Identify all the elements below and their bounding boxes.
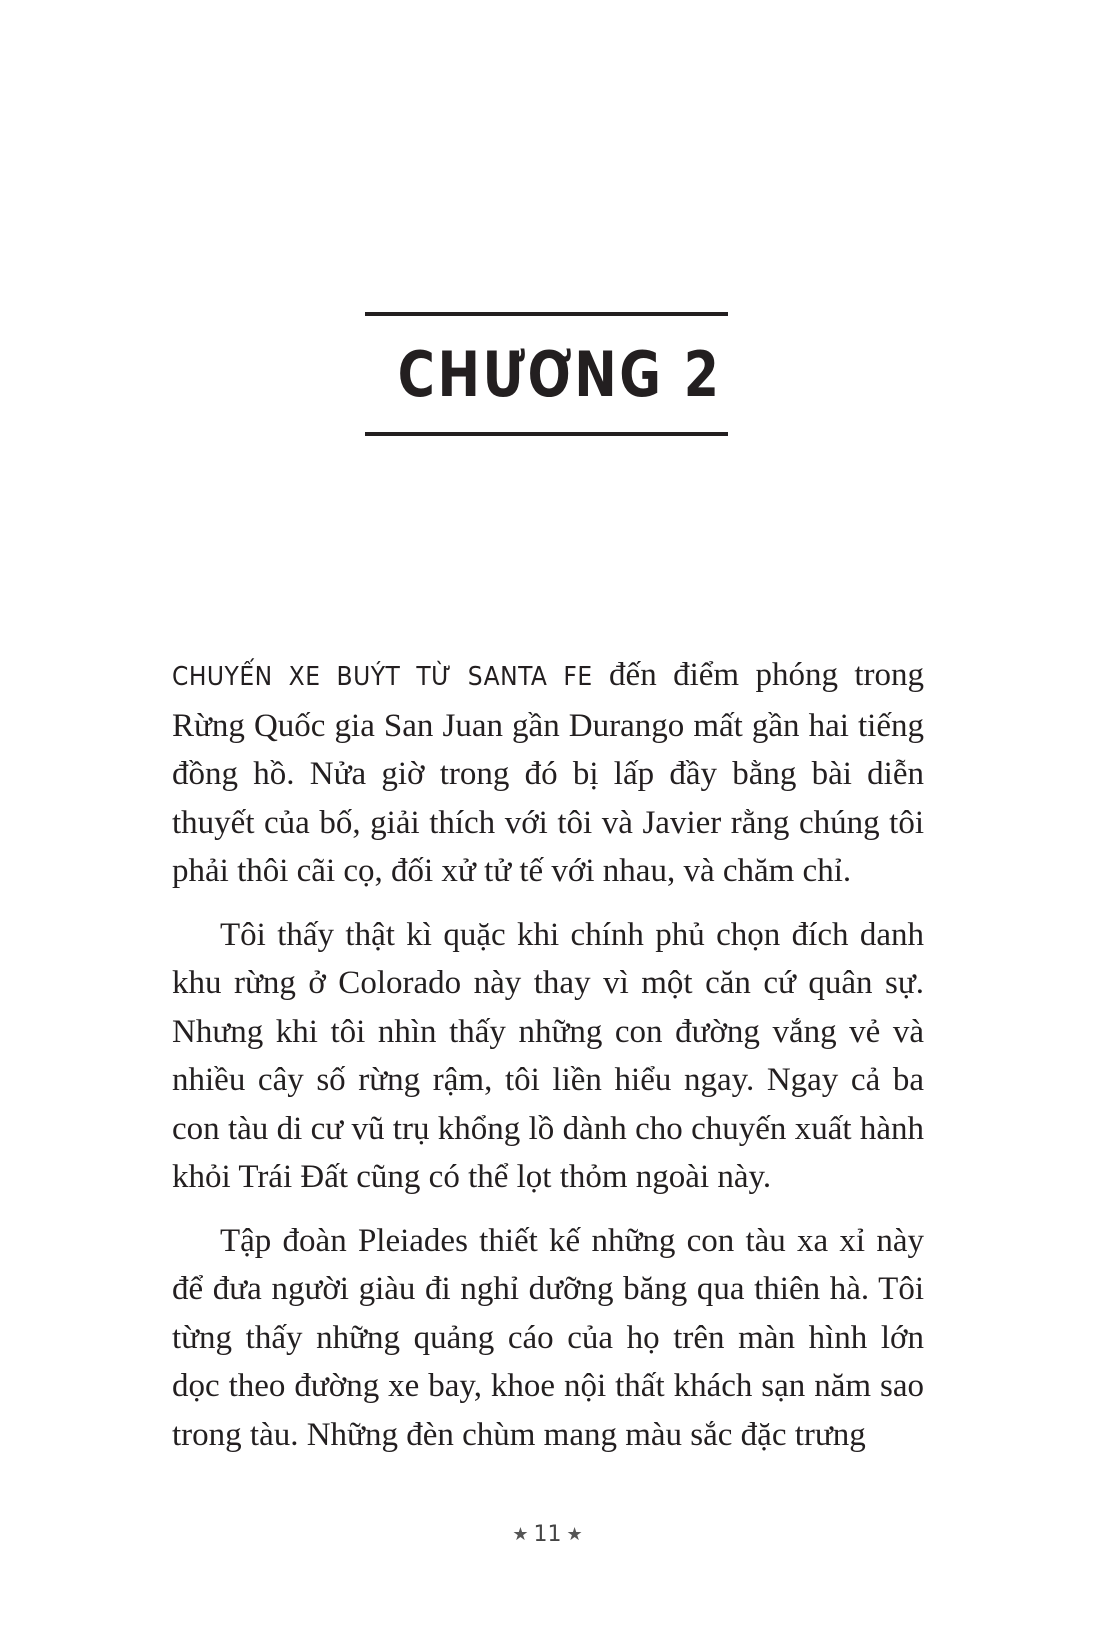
star-icon: ★: [512, 1524, 529, 1545]
chapter-heading: [365, 312, 728, 436]
chapter-title: CHƯƠNG 2: [397, 338, 722, 411]
page-footer: [0, 1520, 1095, 1550]
body-text: [172, 651, 924, 1459]
paragraph-2: Tôi thấy thật kì quặc khi chính phủ chọn đích danh khu rừng ở Colorado này thay vì một căn cứ quân sự. Nhưng khi tôi nhìn thấy những con đường vắng vẻ và nhiều cây số rừng rậm, tôi liền hiểu ngay. Ngay cả ba con tàu di cư vũ trụ khổng lồ dành cho chuyến xuất hành khỏi Trái Đất cũng có thể lọt thỏm ngoài này.: [172, 916, 924, 1195]
lead-in-caps: CHUYẾN XE BUÝT TỪ SANTA FE: [172, 662, 593, 692]
star-icon: ★: [566, 1524, 583, 1545]
paragraph-3: Tập đoàn Pleiades thiết kế những con tàu xa xỉ này để đưa người giàu đi nghỉ dưỡng băng qua thiên hà. Tôi từng thấy những quảng cáo của họ trên màn hình lớn dọc theo đường xe bay, khoe nội thất khách sạn năm sao trong tàu. Những đèn chùm mang màu sắc đặc trưng: [172, 1222, 924, 1453]
paragraph-1: [172, 651, 924, 896]
paragraph-1-text: đến điểm phóng trong Rừng Quốc gia San Juan gần Durango mất gần hai tiếng đồng hồ. Nửa giờ trong đó bị lấp đầy bằng bài diễn thuyết của bố, giải thích với tôi và Javier rằng chúng tôi phải thôi cãi cọ, đối xử tử tế với nhau, và chăm chỉ.: [172, 657, 924, 889]
page-number: 11: [533, 1522, 562, 1547]
bottom-rule: [365, 432, 728, 436]
